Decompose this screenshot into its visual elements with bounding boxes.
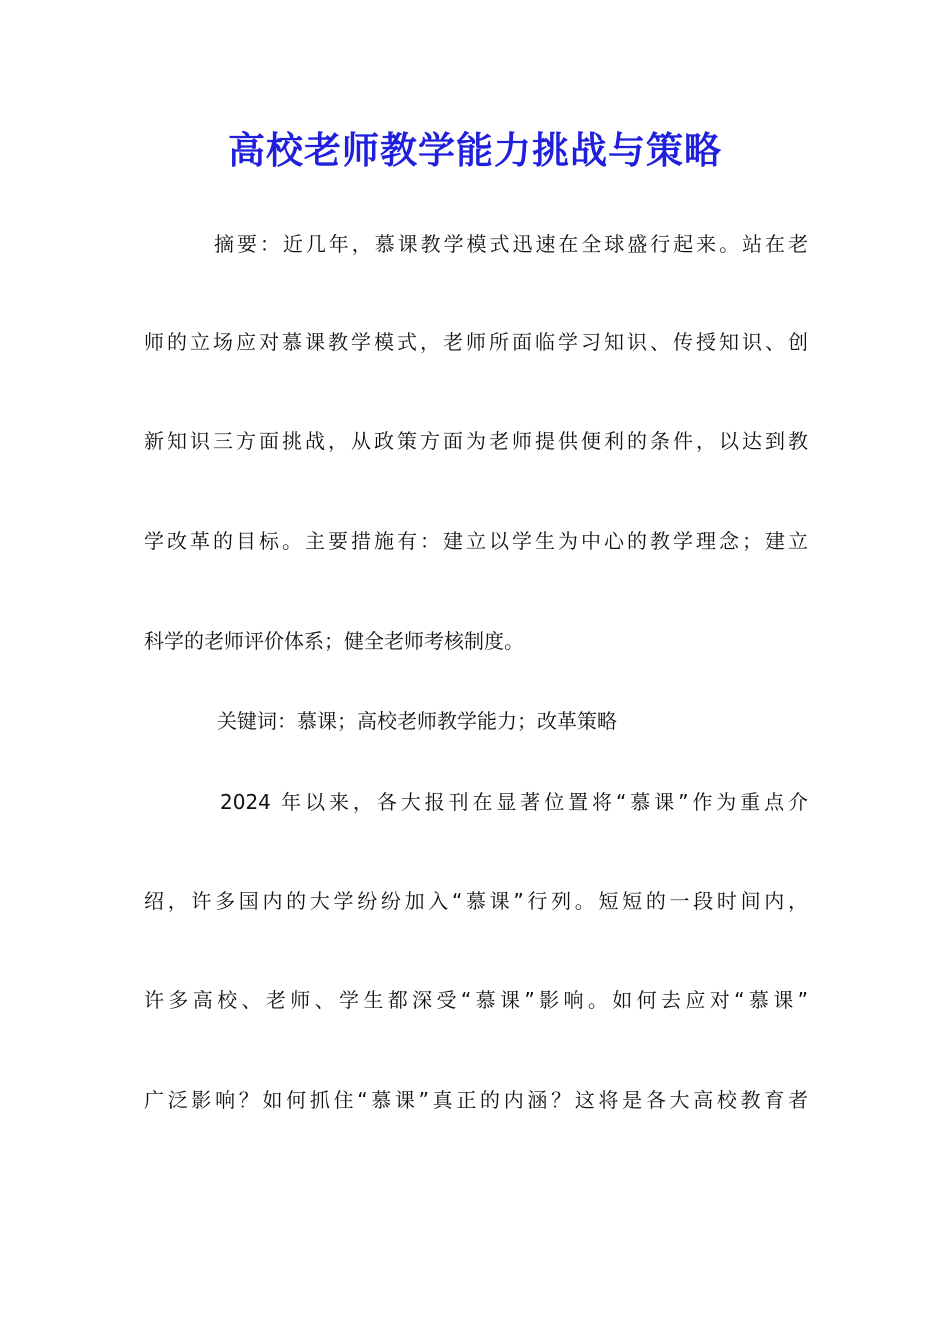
abstract-line: 学改革的目标。主要措施有：建立以学生为中心的教学理念；建立: [144, 529, 808, 553]
body-line: 2024 年以来，各大报刊在显著位置将“慕课”作为重点介: [220, 790, 808, 814]
abstract-line: 新知识三方面挑战，从政策方面为老师提供便利的条件，以达到教: [144, 429, 808, 453]
abstract-line: 师的立场应对慕课教学模式，老师所面临学习知识、传授知识、创: [144, 330, 808, 354]
keywords-line: 关键词：慕课；高校老师教学能力；改革策略: [217, 709, 617, 733]
abstract-line: 摘要：近几年，慕课教学模式迅速在全球盛行起来。站在老: [214, 232, 808, 256]
body-line: 广泛影响？如何抓住“慕课”真正的内涵？这将是各大高校教育者: [144, 1088, 808, 1112]
abstract-line: 科学的老师评价体系；健全老师考核制度。: [144, 629, 524, 653]
document-title: 高校老师教学能力挑战与策略: [228, 128, 722, 172]
body-line: 许多高校、老师、学生都深受“慕课”影响。如何去应对“慕课”: [144, 988, 808, 1012]
body-line: 绍，许多国内的大学纷纷加入“慕课”行列。短短的一段时间内，: [144, 889, 808, 913]
